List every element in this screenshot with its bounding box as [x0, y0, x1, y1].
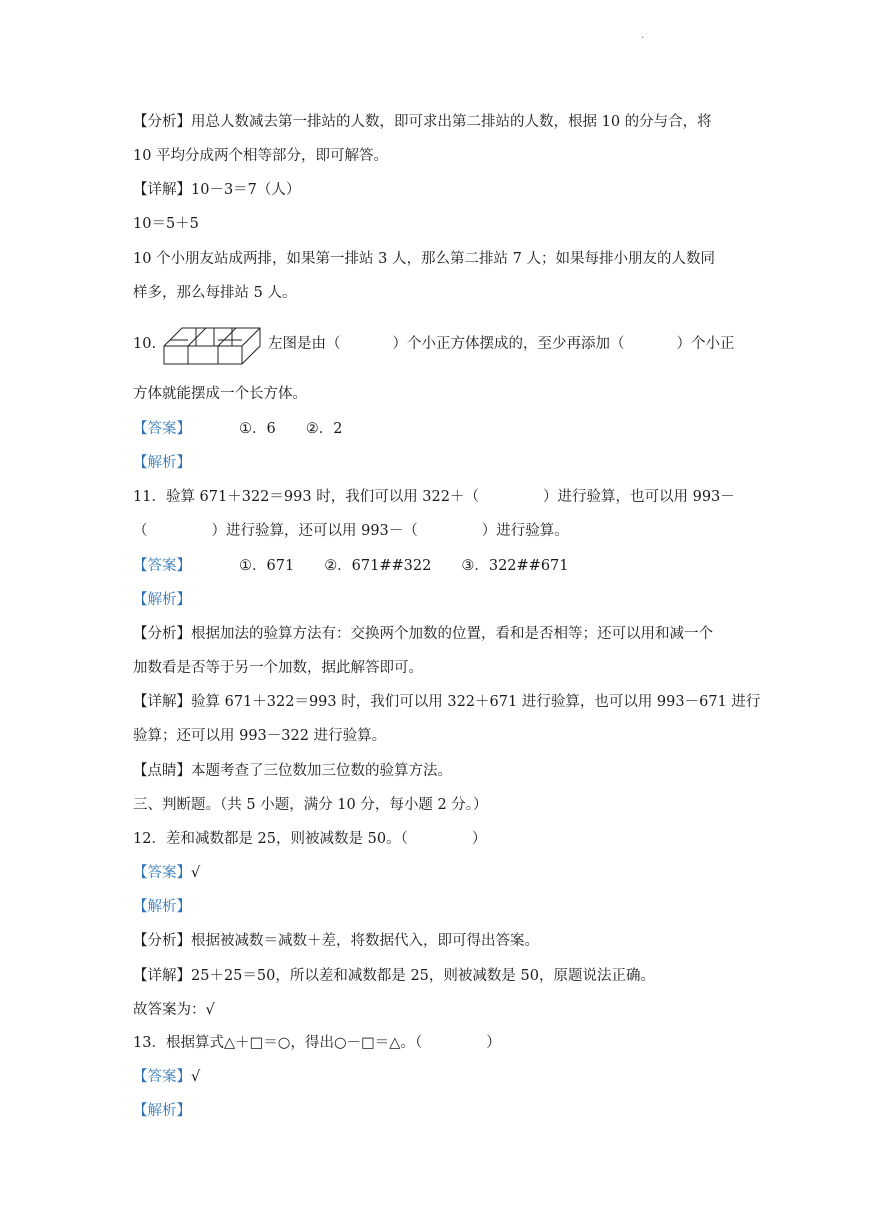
- text-line: [133, 966, 655, 986]
- text-segment: ）进行验算。: [481, 523, 569, 539]
- text-line: [133, 146, 388, 166]
- text-segment: 三、判断题。（共 5 小题，满分 10 分，每小题 2 分。）: [133, 797, 488, 813]
- text-line: [133, 726, 386, 746]
- text-line: [133, 453, 191, 473]
- section-label: 【答案】: [133, 421, 191, 437]
- text-line: [133, 1067, 200, 1087]
- text-segment: ③．322##671: [461, 558, 569, 574]
- text-segment: ②．2: [305, 421, 343, 437]
- text-segment: 样多，那么每排站 5 人。: [133, 285, 297, 301]
- section-label: 【答案】: [133, 1069, 191, 1085]
- question-10-text: [268, 334, 735, 354]
- section-label: 【答案】: [133, 865, 191, 881]
- header-dot: .: [641, 30, 645, 41]
- text-segment: ）进行验算，也可以用 993－: [542, 489, 735, 505]
- text-segment: 12．差和减数都是 25，则被减数是 50。（: [133, 831, 408, 847]
- text-segment: 10＝5＋5: [133, 216, 199, 232]
- text-segment: 验算；还可以用 993－322 进行验算。: [133, 728, 387, 744]
- text-segment: 【分析】根据加法的验算方法有：交换两个加数的位置，看和是否相等；还可以用和减一个: [133, 626, 713, 642]
- text-line: [133, 214, 199, 234]
- text-line: [133, 1101, 191, 1121]
- cubes-figure: [162, 324, 262, 366]
- text-line: [133, 692, 760, 712]
- text-segment: 11．验算 671＋322＝993 时，我们可以用 322＋（: [133, 489, 479, 505]
- text-line: [133, 863, 200, 883]
- text-segment: 13．根据算式△＋□＝○，得出○－□＝△。（: [133, 1035, 423, 1051]
- text-line: [133, 931, 539, 951]
- text-line: [133, 521, 569, 541]
- text-line: [133, 487, 735, 507]
- text-segment: √: [191, 1069, 201, 1085]
- section-label: 【解析】: [133, 455, 191, 471]
- text-line: [133, 283, 296, 303]
- text-line: [133, 829, 486, 849]
- text-segment: ①．6: [239, 421, 276, 437]
- question-10-number: 10.: [133, 336, 157, 352]
- text-segment: ①．671: [239, 558, 295, 574]
- text-line: [133, 658, 423, 678]
- text-line: [133, 556, 569, 576]
- text-segment: 方体就能摆成一个长方体。: [133, 386, 307, 402]
- section-label: 【解析】: [133, 1103, 191, 1119]
- text-segment: 【详解】验算 671＋322＝993 时，我们可以用 322＋671 进行验算，也可以用 993－671 进行: [133, 694, 761, 710]
- text-line: [133, 384, 307, 404]
- text-segment: 加数看是否等于另一个加数，据此解答即可。: [133, 660, 423, 676]
- text-line: [133, 761, 452, 781]
- text-line: [133, 897, 191, 917]
- text-segment: （: [133, 523, 148, 539]
- text-segment: ）: [471, 831, 487, 847]
- section-label: 【解析】: [133, 592, 191, 608]
- text-segment: 10 平均分成两个相等部分，即可解答。: [133, 148, 389, 164]
- text-segment: 【详解】10－3＝7（人）: [133, 182, 301, 198]
- section-label: 【解析】: [133, 899, 191, 915]
- text-line: [133, 1033, 501, 1053]
- text-segment: 【分析】根据被减数＝减数＋差，将数据代入，即可得出答案。: [133, 933, 539, 949]
- text-line: [133, 419, 342, 439]
- text-segment: 【详解】25＋25＝50，所以差和减数都是 25，则被减数是 50，原题说法正确。: [133, 968, 655, 984]
- text-segment: ②．671##322: [324, 558, 432, 574]
- text-line: [133, 249, 715, 269]
- question-10-text-b: ）个小正方体摆成的，至少再添加（: [392, 336, 625, 352]
- text-segment: √: [191, 865, 201, 881]
- text-segment: ）: [486, 1035, 501, 1051]
- text-segment: 【分析】用总人数减去第一排站的人数，即可求出第二排站的人数，根据 10 的分与合，将: [133, 114, 712, 130]
- text-line: [133, 112, 712, 132]
- question-10-text-a: 左图是由（: [268, 336, 341, 352]
- text-line: [133, 795, 488, 815]
- text-line: [133, 624, 713, 644]
- text-line: [133, 1000, 215, 1020]
- text-segment: 【点睛】本题考查了三位数加三位数的验算方法。: [133, 763, 452, 779]
- text-line: [133, 180, 300, 200]
- text-segment: ）进行验算，还可以用 993－（: [211, 523, 418, 539]
- text-line: [133, 590, 191, 610]
- question-10-text-c: ）个小正: [676, 336, 735, 352]
- text-segment: 故答案为：√: [133, 1002, 215, 1018]
- section-label: 【答案】: [133, 558, 191, 574]
- text-segment: 10 个小朋友站成两排，如果第一排站 3 人，那么第二排站 7 人；如果每排小朋友的人数同: [133, 251, 715, 267]
